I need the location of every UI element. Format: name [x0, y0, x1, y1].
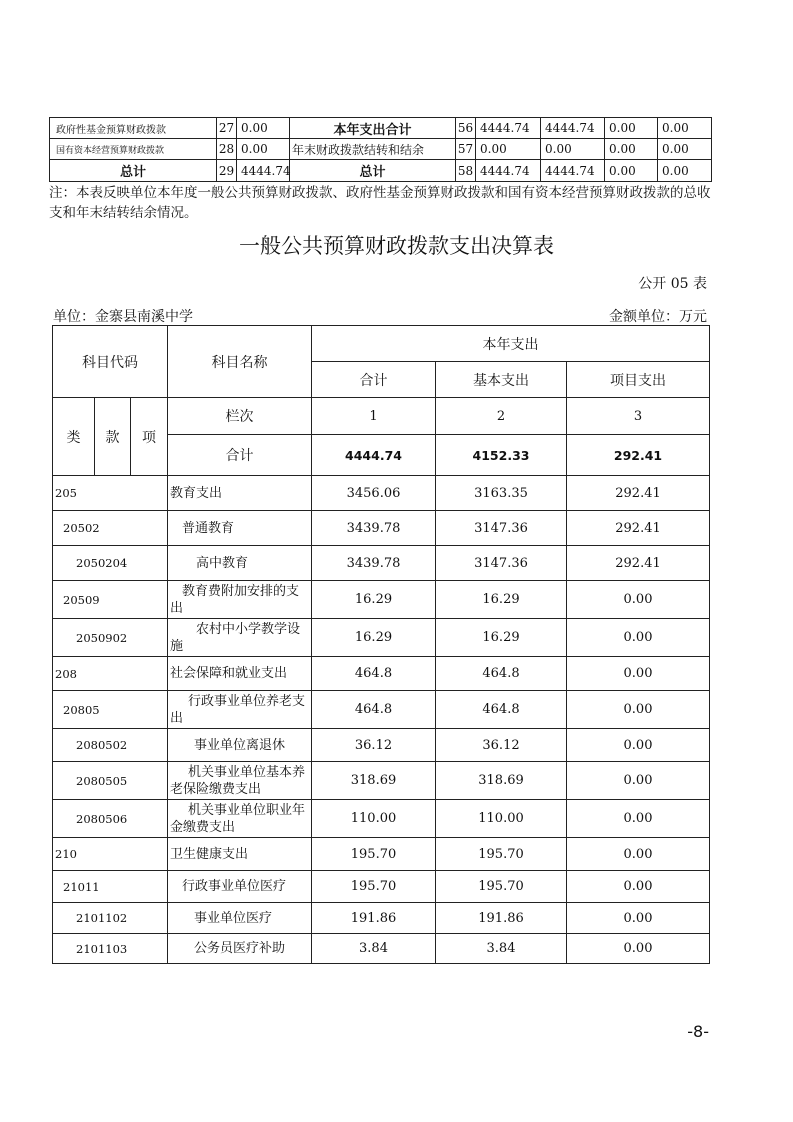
- header-row-1: [53, 326, 710, 362]
- column-number: 3: [567, 398, 710, 435]
- row-project: 0.00: [567, 800, 710, 838]
- row-code: 20805: [53, 691, 168, 729]
- sum-project: 292.41: [567, 435, 710, 476]
- top-summary-table: [49, 117, 712, 182]
- total-header: 合计: [312, 362, 436, 398]
- row-total: 318.69: [312, 762, 436, 800]
- sum-total: 4444.74: [312, 435, 436, 476]
- row-total: 3439.78: [312, 546, 436, 581]
- row-value-4: 0.00: [658, 160, 712, 182]
- row-no-2: 58: [456, 160, 476, 182]
- row-name: 机关事业单位职业年金缴费支出: [168, 800, 312, 838]
- row-project: 0.00: [567, 762, 710, 800]
- row-name: 社会保障和就业支出: [168, 657, 312, 691]
- row-amount: 0.00: [237, 118, 290, 139]
- top-row: [50, 118, 712, 139]
- row-name: 机关事业单位基本养老保险缴费支出: [168, 762, 312, 800]
- row-code: 2101102: [53, 903, 168, 934]
- page-number: -8-: [687, 1022, 709, 1041]
- row-value-3: 0.00: [605, 160, 658, 182]
- row-name: 行政事业单位养老支出: [168, 691, 312, 729]
- row-value-2: 4444.74: [541, 118, 605, 139]
- page-title: 一般公共预算财政拨款支出决算表: [239, 234, 554, 258]
- subject-code-header: 科目代码: [53, 326, 168, 398]
- table-row: [53, 800, 710, 838]
- row-value-3: 0.00: [605, 118, 658, 139]
- row-project: 0.00: [567, 934, 710, 964]
- table-row: [53, 729, 710, 762]
- row-code: 2080505: [53, 762, 168, 800]
- table-row: [53, 838, 710, 871]
- row-total: 464.8: [312, 691, 436, 729]
- row-amount: 4444.74: [237, 160, 290, 182]
- row-code: 2050902: [53, 619, 168, 657]
- row-total: 3.84: [312, 934, 436, 964]
- column-number: 2: [436, 398, 567, 435]
- row-basic: 110.00: [436, 800, 567, 838]
- sum-label: 合计: [168, 435, 312, 476]
- row-label-2: 总计: [290, 160, 456, 182]
- current-year-header: 本年支出: [312, 326, 710, 362]
- row-code: 2080506: [53, 800, 168, 838]
- row-total: 464.8: [312, 657, 436, 691]
- row-code: 20509: [53, 581, 168, 619]
- table-row: [53, 903, 710, 934]
- row-project: 292.41: [567, 511, 710, 546]
- row-basic: 3163.35: [436, 476, 567, 511]
- row-code: 20502: [53, 511, 168, 546]
- row-label: 总计: [50, 160, 217, 182]
- row-total: 3456.06: [312, 476, 436, 511]
- basic-header: 基本支出: [436, 362, 567, 398]
- row-code: 2101103: [53, 934, 168, 964]
- row-basic: 318.69: [436, 762, 567, 800]
- table-note: 注：本表反映单位本年度一般公共预算财政拨款、政府性基金预算财政拨款和国有资本经营预算财政拨款的总收支和年末结转结余情况。: [49, 185, 711, 221]
- row-label: 政府性基金预算财政拨款: [50, 118, 217, 139]
- row-value-3: 0.00: [605, 139, 658, 160]
- row-project: 292.41: [567, 476, 710, 511]
- lei-header: 类: [53, 398, 95, 476]
- unit-name: 单位：金寨县南溪中学: [53, 309, 193, 325]
- row-name: 公务员医疗补助: [168, 934, 312, 964]
- row-value-1: 0.00: [476, 139, 541, 160]
- row-total: 36.12: [312, 729, 436, 762]
- row-code: 21011: [53, 871, 168, 903]
- row-name: 普通教育: [168, 511, 312, 546]
- row-project: 0.00: [567, 657, 710, 691]
- table-row: [53, 762, 710, 800]
- row-project: 0.00: [567, 619, 710, 657]
- table-row: [53, 581, 710, 619]
- row-value-1: 4444.74: [476, 160, 541, 182]
- row-total: 16.29: [312, 619, 436, 657]
- row-code: 2080502: [53, 729, 168, 762]
- table-row: [53, 871, 710, 903]
- table-row: [53, 657, 710, 691]
- row-name: 事业单位医疗: [168, 903, 312, 934]
- table-row: [53, 546, 710, 581]
- row-project: 0.00: [567, 729, 710, 762]
- row-project: 0.00: [567, 871, 710, 903]
- xiang-header: 项: [131, 398, 168, 476]
- top-row: [50, 139, 712, 160]
- row-code: 2050204: [53, 546, 168, 581]
- row-project: 292.41: [567, 546, 710, 581]
- row-value-2: 4444.74: [541, 160, 605, 182]
- kuan-header: 款: [95, 398, 131, 476]
- row-code: 208: [53, 657, 168, 691]
- row-basic: 195.70: [436, 871, 567, 903]
- project-header: 项目支出: [567, 362, 710, 398]
- table-row: [53, 511, 710, 546]
- table-row: [53, 476, 710, 511]
- row-basic: 3.84: [436, 934, 567, 964]
- row-basic: 16.29: [436, 619, 567, 657]
- table-row: [53, 934, 710, 964]
- column-number-row: [53, 398, 710, 435]
- row-total: 16.29: [312, 581, 436, 619]
- row-amount: 0.00: [237, 139, 290, 160]
- row-no: 29: [217, 160, 237, 182]
- row-name: 教育支出: [168, 476, 312, 511]
- row-value-1: 4444.74: [476, 118, 541, 139]
- form-number: 公开 05 表: [638, 276, 707, 292]
- amount-unit: 金额单位：万元: [609, 309, 707, 325]
- row-label-2: 年末财政拨款结转和结余: [290, 139, 456, 160]
- row-total: 195.70: [312, 838, 436, 871]
- row-basic: 16.29: [436, 581, 567, 619]
- top-row-total: [50, 160, 712, 182]
- row-no: 28: [217, 139, 237, 160]
- table-row: [53, 619, 710, 657]
- row-basic: 36.12: [436, 729, 567, 762]
- row-no-2: 56: [456, 118, 476, 139]
- row-label: 国有资本经营预算财政拨款: [50, 139, 217, 160]
- row-value-2: 0.00: [541, 139, 605, 160]
- row-project: 0.00: [567, 691, 710, 729]
- row-name: 高中教育: [168, 546, 312, 581]
- row-total: 191.86: [312, 903, 436, 934]
- row-code: 210: [53, 838, 168, 871]
- row-total: 110.00: [312, 800, 436, 838]
- row-code: 205: [53, 476, 168, 511]
- row-name: 农村中小学教学设施: [168, 619, 312, 657]
- table-row: [53, 691, 710, 729]
- row-no: 27: [217, 118, 237, 139]
- row-name: 教育费附加安排的支出: [168, 581, 312, 619]
- row-name: 行政事业单位医疗: [168, 871, 312, 903]
- expenditure-table: [52, 325, 710, 964]
- row-total: 195.70: [312, 871, 436, 903]
- row-basic: 464.8: [436, 691, 567, 729]
- row-project: 0.00: [567, 903, 710, 934]
- row-total: 3439.78: [312, 511, 436, 546]
- row-name: 卫生健康支出: [168, 838, 312, 871]
- row-project: 0.00: [567, 581, 710, 619]
- row-value-4: 0.00: [658, 139, 712, 160]
- row-basic: 3147.36: [436, 511, 567, 546]
- row-value-4: 0.00: [658, 118, 712, 139]
- column-number: 1: [312, 398, 436, 435]
- row-basic: 3147.36: [436, 546, 567, 581]
- sum-basic: 4152.33: [436, 435, 567, 476]
- subject-name-header: 科目名称: [168, 326, 312, 398]
- row-basic: 195.70: [436, 838, 567, 871]
- row-basic: 191.86: [436, 903, 567, 934]
- row-name: 事业单位离退休: [168, 729, 312, 762]
- row-no-2: 57: [456, 139, 476, 160]
- row-basic: 464.8: [436, 657, 567, 691]
- row-label-2: 本年支出合计: [290, 118, 456, 139]
- column-number-label: 栏次: [168, 398, 312, 435]
- row-project: 0.00: [567, 838, 710, 871]
